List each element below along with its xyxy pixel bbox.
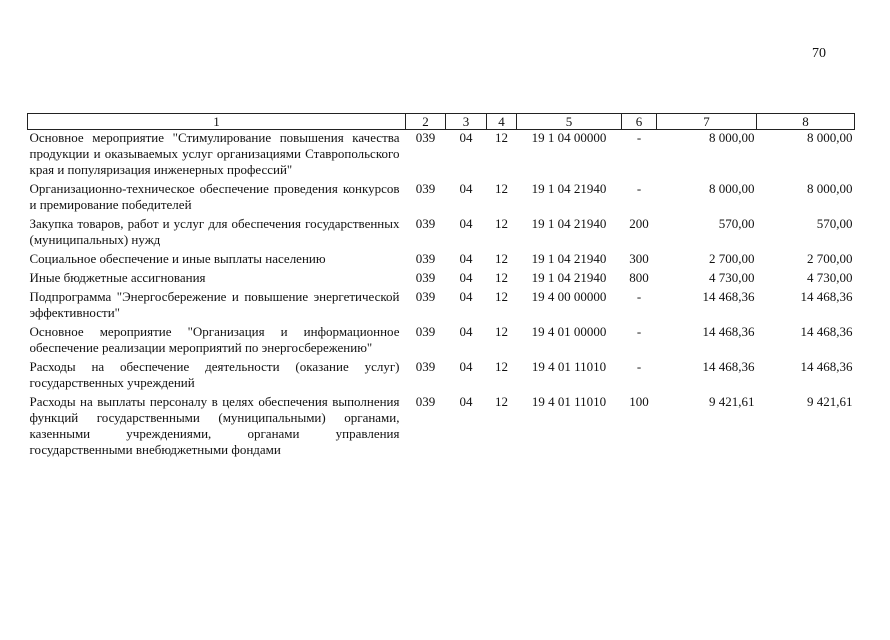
cell-amount-2: 9 421,61 xyxy=(807,394,853,409)
cell-name: Основное мероприятие "Стимулирование повышения качества продукции и оказываемых услуг организациями Ставропольского края и популяризация инженерных профессий" xyxy=(29,130,400,177)
cell-target-article: 19 1 04 00000 xyxy=(531,130,607,145)
table-row xyxy=(28,394,855,461)
cell-expense-type: - xyxy=(636,289,642,304)
cell-expense-type: 200 xyxy=(629,216,649,231)
cell-ministry-code: 039 xyxy=(415,270,436,285)
cell-target-article: 19 4 01 00000 xyxy=(531,324,607,339)
cell-amount-2: 8 000,00 xyxy=(807,181,853,196)
table-row xyxy=(28,251,855,270)
cell-section: 04 xyxy=(459,324,473,339)
cell-ministry-code: 039 xyxy=(415,289,436,304)
cell-subsection: 12 xyxy=(495,394,508,409)
cell-name: Расходы на выплаты персоналу в целях обеспечения выполнения функций государственными (муниципальными) органами, казенными учреждениями, органами управления государственными внебюджетными фондами xyxy=(29,394,400,457)
cell-ministry-code: 039 xyxy=(415,394,436,409)
cell-section: 04 xyxy=(459,216,473,231)
page-number: 70 xyxy=(812,46,826,61)
cell-amount-1: 8 000,00 xyxy=(709,130,755,145)
cell-subsection: 12 xyxy=(495,130,508,145)
cell-expense-type: 800 xyxy=(629,270,649,285)
cell-subsection: 12 xyxy=(495,289,508,304)
cell-amount-2: 8 000,00 xyxy=(807,130,853,145)
budget-table xyxy=(27,113,855,461)
column-header: 2 xyxy=(406,114,446,130)
cell-ministry-code: 039 xyxy=(415,359,436,374)
cell-target-article: 19 4 00 00000 xyxy=(531,289,607,304)
cell-amount-1: 14 468,36 xyxy=(702,359,755,374)
cell-expense-type: - xyxy=(636,324,642,339)
cell-amount-1: 14 468,36 xyxy=(702,289,755,304)
cell-expense-type: - xyxy=(636,181,642,196)
cell-subsection: 12 xyxy=(495,324,508,339)
cell-target-article: 19 1 04 21940 xyxy=(531,216,607,231)
table-body xyxy=(28,130,855,462)
cell-section: 04 xyxy=(459,181,473,196)
cell-amount-2: 14 468,36 xyxy=(800,289,853,304)
cell-section: 04 xyxy=(459,270,473,285)
cell-amount-1: 14 468,36 xyxy=(702,324,755,339)
cell-expense-type: 100 xyxy=(629,394,649,409)
cell-amount-2: 4 730,00 xyxy=(807,270,853,285)
cell-ministry-code: 039 xyxy=(415,130,436,145)
cell-target-article: 19 4 01 11010 xyxy=(531,394,607,409)
column-header: 6 xyxy=(622,114,657,130)
cell-expense-type: 300 xyxy=(629,251,649,266)
column-header: 1 xyxy=(28,114,406,130)
cell-subsection: 12 xyxy=(495,216,508,231)
cell-ministry-code: 039 xyxy=(415,324,436,339)
cell-amount-1: 570,00 xyxy=(718,216,755,231)
cell-name: Закупка товаров, работ и услуг для обеспечения государственных (муниципальных) нужд xyxy=(29,216,400,247)
column-header: 8 xyxy=(757,114,855,130)
table-row xyxy=(28,181,855,216)
cell-expense-type: - xyxy=(636,359,642,374)
cell-name: Основное мероприятие "Организация и информационное обеспечение реализации мероприятий по энергосбережению" xyxy=(29,324,400,355)
cell-amount-2: 570,00 xyxy=(816,216,853,231)
cell-name: Социальное обеспечение и иные выплаты населению xyxy=(29,251,326,266)
table-row xyxy=(28,324,855,359)
cell-target-article: 19 1 04 21940 xyxy=(531,251,607,266)
cell-target-article: 19 1 04 21940 xyxy=(531,181,607,196)
cell-expense-type: - xyxy=(636,130,642,145)
table-row xyxy=(28,270,855,289)
cell-subsection: 12 xyxy=(495,181,508,196)
cell-name: Расходы на обеспечение деятельности (оказание услуг) государственных учреждений xyxy=(29,359,400,390)
column-header: 4 xyxy=(487,114,517,130)
cell-name: Организационно-техническое обеспечение проведения конкурсов и премирование победителей xyxy=(29,181,400,212)
table-header-row xyxy=(28,114,855,130)
cell-section: 04 xyxy=(459,394,473,409)
cell-subsection: 12 xyxy=(495,359,508,374)
table-row xyxy=(28,359,855,394)
cell-target-article: 19 4 01 11010 xyxy=(531,359,607,374)
cell-amount-2: 2 700,00 xyxy=(807,251,853,266)
column-header: 3 xyxy=(446,114,487,130)
cell-ministry-code: 039 xyxy=(415,216,436,231)
table-row xyxy=(28,216,855,251)
cell-amount-2: 14 468,36 xyxy=(800,359,853,374)
column-header: 7 xyxy=(657,114,757,130)
cell-subsection: 12 xyxy=(495,270,508,285)
cell-amount-2: 14 468,36 xyxy=(800,324,853,339)
cell-section: 04 xyxy=(459,130,473,145)
cell-amount-1: 8 000,00 xyxy=(709,181,755,196)
cell-section: 04 xyxy=(459,251,473,266)
cell-section: 04 xyxy=(459,359,473,374)
cell-section: 04 xyxy=(459,289,473,304)
table-row xyxy=(28,289,855,324)
cell-ministry-code: 039 xyxy=(415,181,436,196)
cell-name: Подпрограмма "Энергосбережение и повышение энергетической эффективности" xyxy=(29,289,400,320)
cell-amount-1: 4 730,00 xyxy=(709,270,755,285)
cell-name: Иные бюджетные ассигнования xyxy=(29,270,206,285)
cell-ministry-code: 039 xyxy=(415,251,436,266)
cell-target-article: 19 1 04 21940 xyxy=(531,270,607,285)
cell-amount-1: 9 421,61 xyxy=(709,394,755,409)
cell-amount-1: 2 700,00 xyxy=(709,251,755,266)
table-row xyxy=(28,130,855,182)
cell-subsection: 12 xyxy=(495,251,508,266)
column-header: 5 xyxy=(517,114,622,130)
